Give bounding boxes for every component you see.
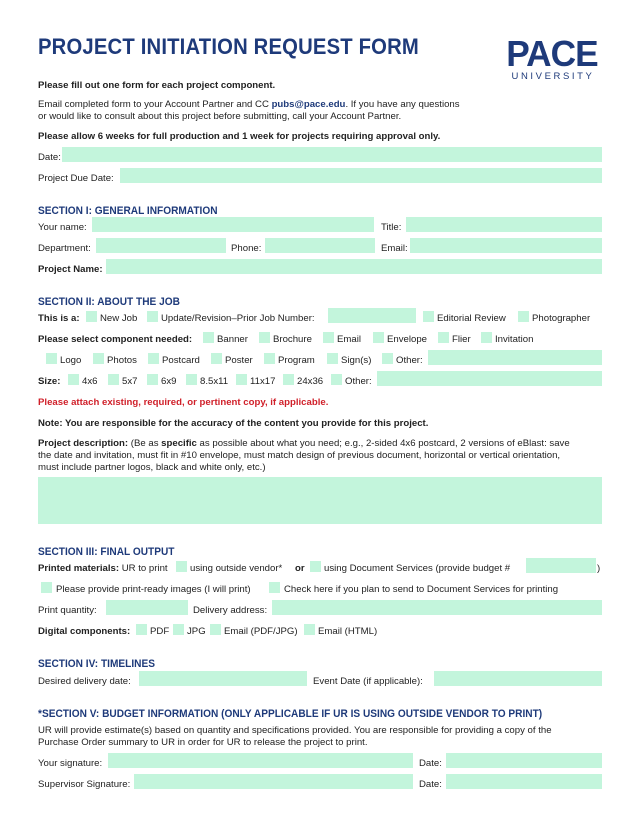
project-description-line3: must include partner logos, black and white only, etc.) <box>38 462 266 473</box>
your-name-label: Your name: <box>38 222 87 233</box>
size-label: Size: <box>38 376 61 387</box>
size-5x7-checkbox[interactable] <box>108 374 119 385</box>
outside-vendor-label: using outside vendor* <box>190 563 283 574</box>
size-4x6-checkbox[interactable] <box>68 374 79 385</box>
signature-date-field[interactable] <box>446 753 602 768</box>
section-5-heading: *SECTION V: BUDGET INFORMATION (ONLY APPLICABLE IF UR IS USING OUTSIDE VENDOR TO PRINT) <box>38 708 543 720</box>
section-3-heading: SECTION III: FINAL OUTPUT <box>38 546 175 558</box>
close-paren: ) <box>597 563 601 574</box>
desired-delivery-date-label: Desired delivery date: <box>38 676 131 687</box>
intro-email-line <box>38 99 460 111</box>
photos-label: Photos <box>107 355 137 366</box>
size-11x17-checkbox[interactable] <box>236 374 247 385</box>
this-is-a-label: This is a: <box>38 313 80 324</box>
size-6x9-label: 6x9 <box>161 376 177 387</box>
section-1-heading: SECTION I: GENERAL INFORMATION <box>38 205 218 217</box>
envelope-checkbox[interactable] <box>373 332 384 343</box>
supervisor-signature-field[interactable] <box>134 774 413 789</box>
banner-label: Banner <box>217 334 248 345</box>
size-4x6-label: 4x6 <box>82 376 98 387</box>
supervisor-signature-label: Supervisor Signature: <box>38 779 131 790</box>
other-component-checkbox[interactable] <box>382 353 393 364</box>
print-ready-checkbox[interactable] <box>41 582 52 593</box>
ur-to-print-checkbox[interactable] <box>176 561 187 572</box>
section-2-heading: SECTION II: ABOUT THE JOB <box>38 296 180 308</box>
page-title: PROJECT INITIATION REQUEST FORM <box>38 34 419 59</box>
logo-subtitle: UNIVERSITY <box>511 71 595 82</box>
signature-date-label: Date: <box>419 758 442 769</box>
print-ready-label: Please provide print-ready images (I will print) <box>56 584 251 595</box>
logo-label: Logo <box>60 355 82 366</box>
intro-email-line2: or would like to consult about this project before submitting, call your Account Partner. <box>38 111 402 122</box>
department-label: Department: <box>38 243 91 254</box>
component-needed-label: Please select component needed: <box>38 334 193 345</box>
project-description-line1 <box>38 438 570 450</box>
intro-one-form: Please fill out one form for each project component. <box>38 80 276 91</box>
phone-field[interactable] <box>265 238 375 253</box>
size-8-5x11-label: 8.5x11 <box>200 376 229 387</box>
email-label: Email: <box>381 243 408 254</box>
email-field[interactable] <box>410 238 602 253</box>
your-name-field[interactable] <box>92 217 374 232</box>
project-name-label: Project Name: <box>38 264 103 275</box>
project-description-field[interactable] <box>38 477 602 524</box>
size-other-label: Other: <box>345 376 372 387</box>
revision-label: Update/Revision–Prior Job Number: <box>161 313 315 324</box>
email-pdf-jpg-checkbox[interactable] <box>210 624 221 635</box>
photographer-checkbox[interactable] <box>518 311 529 322</box>
pdf-checkbox[interactable] <box>136 624 147 635</box>
event-date-field[interactable] <box>434 671 602 686</box>
intro-email-pre: Email completed form to your Account Partner and CC <box>38 99 272 110</box>
editorial-review-label: Editorial Review <box>437 313 506 324</box>
program-checkbox[interactable] <box>264 353 275 364</box>
intro-email-post: . If you have any questions <box>345 99 460 110</box>
email-pdf-jpg-label: Email (PDF/JPG) <box>224 626 298 637</box>
size-11x17-label: 11x17 <box>250 376 276 387</box>
email-html-label: Email (HTML) <box>318 626 378 637</box>
logo-checkbox[interactable] <box>46 353 57 364</box>
invitation-checkbox[interactable] <box>481 332 492 343</box>
prior-job-number-field[interactable] <box>328 308 416 323</box>
poster-checkbox[interactable] <box>211 353 222 364</box>
signs-label: Sign(s) <box>341 355 372 366</box>
jpg-checkbox[interactable] <box>173 624 184 635</box>
email-component-checkbox[interactable] <box>323 332 334 343</box>
size-24x36-checkbox[interactable] <box>283 374 294 385</box>
attach-copy-note: Please attach existing, required, or pertinent copy, if applicable. <box>38 397 329 408</box>
logo-wordmark: PACE <box>506 33 598 74</box>
other-component-label: Other: <box>396 355 423 366</box>
budget-text-line2: Purchase Order summary to UR in order for UR to release the project to print. <box>38 737 368 748</box>
postcard-checkbox[interactable] <box>148 353 159 364</box>
revision-checkbox[interactable] <box>147 311 158 322</box>
size-5x7-label: 5x7 <box>122 376 138 387</box>
pace-university-logo <box>498 33 606 85</box>
photographer-label: Photographer <box>532 313 591 324</box>
title-label: Title: <box>381 222 402 233</box>
email-link[interactable]: pubs@pace.edu <box>271 99 346 110</box>
desired-delivery-date-field[interactable] <box>139 671 307 686</box>
outside-vendor-checkbox[interactable] <box>310 561 321 572</box>
email-html-checkbox[interactable] <box>304 624 315 635</box>
jpg-label: JPG <box>187 626 206 637</box>
department-field[interactable] <box>96 238 226 253</box>
desc-specific: specific <box>161 438 197 449</box>
printed-materials-row <box>38 563 168 575</box>
date-label: Date: <box>38 152 61 163</box>
check-here-label: Check here if you plan to send to Document Services for printing <box>284 584 559 595</box>
supervisor-date-label: Date: <box>419 779 442 790</box>
phone-label: Phone: <box>231 243 262 254</box>
flier-checkbox[interactable] <box>438 332 449 343</box>
flier-label: Flier <box>452 334 471 345</box>
size-8-5x11-checkbox[interactable] <box>186 374 197 385</box>
project-description-line2: the date and invitation, must fit in #10 envelope, must match design of previous document, horizontal or vertical orientation, <box>38 450 561 461</box>
delivery-address-field[interactable] <box>272 600 602 615</box>
date-field[interactable] <box>62 147 602 162</box>
new-job-checkbox[interactable] <box>86 311 97 322</box>
delivery-address-label: Delivery address: <box>193 605 268 616</box>
poster-label: Poster <box>225 355 253 366</box>
intro-allow-weeks: Please allow 6 weeks for full production and 1 week for projects requiring approval only. <box>38 131 441 142</box>
your-signature-field[interactable] <box>108 753 413 768</box>
document-services-label: using Document Services (provide budget # <box>324 563 511 574</box>
size-other-field[interactable] <box>377 371 602 386</box>
editorial-review-checkbox[interactable] <box>423 311 434 322</box>
section-4-heading: SECTION IV: TIMELINES <box>38 658 155 670</box>
pdf-label: PDF <box>150 626 170 637</box>
program-label: Program <box>278 355 315 366</box>
postcard-label: Postcard <box>162 355 200 366</box>
your-signature-label: Your signature: <box>38 758 103 769</box>
other-component-field[interactable] <box>428 350 602 365</box>
desc-post: as possible about what you need; e.g., 2-sided 4x6 postcard, 2 versions of eBlast: save <box>196 438 570 449</box>
envelope-label: Envelope <box>387 334 428 345</box>
printed-materials-label: Printed materials: <box>38 563 120 574</box>
project-name-field[interactable] <box>106 259 602 274</box>
project-due-date-field[interactable] <box>120 168 602 183</box>
size-6x9-checkbox[interactable] <box>147 374 158 385</box>
brochure-checkbox[interactable] <box>259 332 270 343</box>
new-job-label: New Job <box>100 313 138 324</box>
title-field[interactable] <box>406 217 602 232</box>
signs-checkbox[interactable] <box>327 353 338 364</box>
accuracy-note: Note: You are responsible for the accuracy of the content you provide for this project. <box>38 418 429 429</box>
ur-to-print-label: UR to print <box>121 563 168 574</box>
print-quantity-field[interactable] <box>106 600 188 615</box>
supervisor-date-field[interactable] <box>446 774 602 789</box>
size-24x36-label: 24x36 <box>297 376 324 387</box>
print-quantity-label: Print quantity: <box>38 605 97 616</box>
email-component-label: Email <box>337 334 361 345</box>
brochure-label: Brochure <box>273 334 312 345</box>
project-description-label: Project description: <box>38 438 129 449</box>
invitation-label: Invitation <box>495 334 534 345</box>
photos-checkbox[interactable] <box>93 353 104 364</box>
digital-components-label: Digital components: <box>38 626 131 637</box>
desc-pre: (Be as <box>128 438 162 449</box>
size-other-checkbox[interactable] <box>331 374 342 385</box>
event-date-label: Event Date (if applicable): <box>313 676 423 687</box>
project-due-date-label: Project Due Date: <box>38 173 114 184</box>
banner-checkbox[interactable] <box>203 332 214 343</box>
or-label: or <box>295 563 305 574</box>
document-services-checkbox[interactable] <box>269 582 280 593</box>
budget-text-line1: UR will provide estimate(s) based on quantity and specifications provided. You are responsible for providing a copy of the <box>38 725 552 736</box>
budget-number-field[interactable] <box>526 558 596 573</box>
